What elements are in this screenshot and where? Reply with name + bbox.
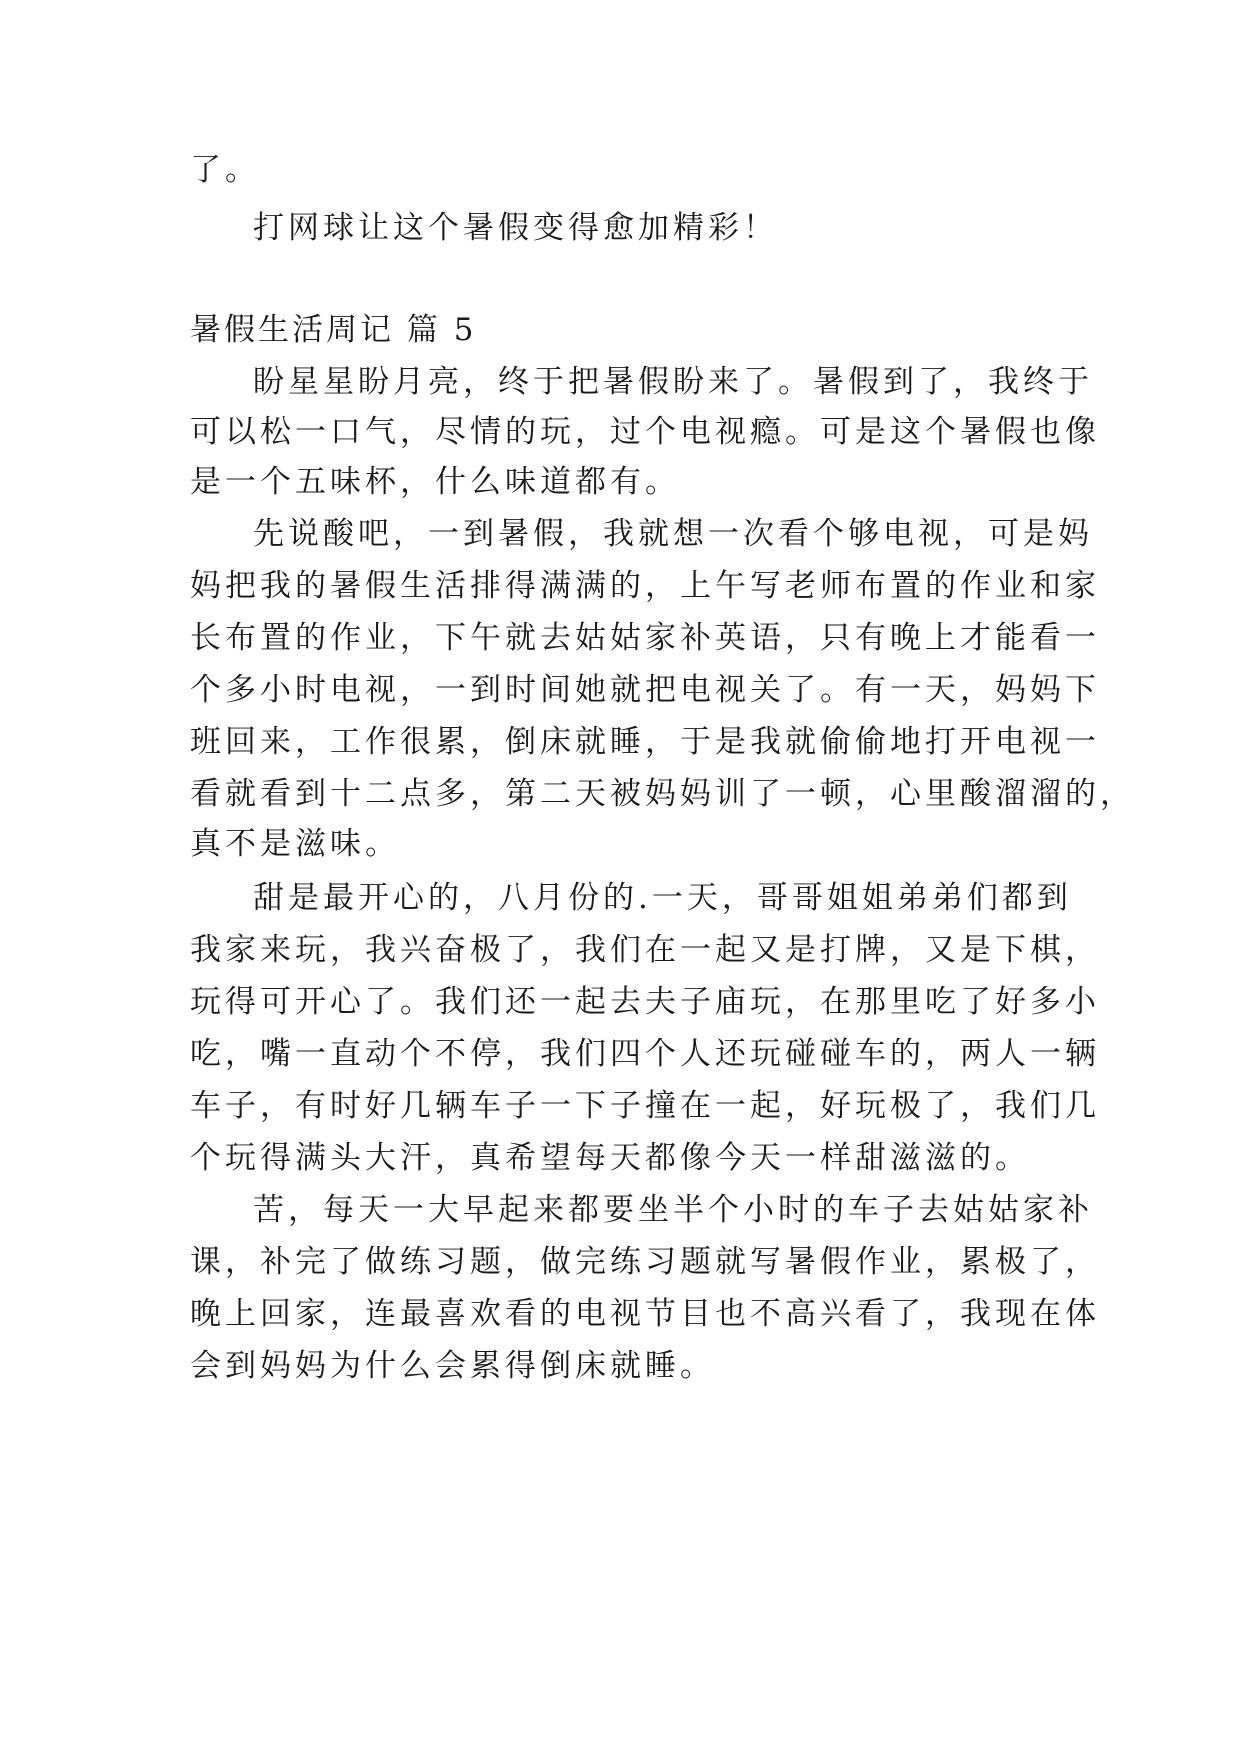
paragraph-line: 真不是滋味。	[190, 826, 400, 862]
paragraph-line: 晚上回家，连最喜欢看的电视节目也不高兴看了，我现在体	[190, 1296, 1100, 1332]
paragraph-line: 苦，每天一大早起来都要坐半个小时的车子去姑姑家补	[253, 1192, 1093, 1228]
paragraph-line: 妈把我的暑假生活排得满满的，上午写老师布置的作业和家	[190, 568, 1100, 604]
paragraph-line: 可以松一口气，尽情的玩，过个电视瘾。可是这个暑假也像	[190, 414, 1100, 450]
paragraph-line: 是一个五味杯，什么味道都有。	[190, 464, 680, 500]
paragraph-line: 长布置的作业，下午就去姑姑家补英语，只有晚上才能看一	[190, 620, 1100, 656]
paragraph-line: 会到妈妈为什么会累得倒床就睡。	[190, 1348, 715, 1384]
paragraph-line: 看就看到十二点多，第二天被妈妈训了一顿，心里酸溜溜的，	[190, 776, 1135, 812]
paragraph-line: 班回来，工作很累，倒床就睡，于是我就偷偷地打开电视一	[190, 724, 1100, 760]
continuation-text-line: 了。	[190, 152, 260, 188]
paragraph-line: 个多小时电视，一到时间她就把电视关了。有一天，妈妈下	[190, 672, 1100, 708]
paragraph-line: 甜是最开心的，八月份的.一天，哥哥姐姐弟弟们都到	[253, 880, 1072, 916]
paragraph-line: 先说酸吧，一到暑假，我就想一次看个够电视，可是妈	[253, 516, 1093, 552]
paragraph-line: 车子，有时好几辆车子一下子撞在一起，好玩极了，我们几	[190, 1088, 1100, 1124]
paragraph-line: 玩得可开心了。我们还一起去夫子庙玩，在那里吃了好多小	[190, 984, 1100, 1020]
closing-paragraph-line: 打网球让这个暑假变得愈加精彩！	[253, 210, 778, 246]
paragraph-line: 课，补完了做练习题，做完练习题就写暑假作业，累极了，	[190, 1244, 1100, 1280]
paragraph-line: 吃，嘴一直动个不停，我们四个人还玩碰碰车的，两人一辆	[190, 1036, 1100, 1072]
section-heading: 暑假生活周记 篇 5	[190, 312, 477, 348]
paragraph-line: 个玩得满头大汗，真希望每天都像今天一样甜滋滋的。	[190, 1140, 1030, 1176]
paragraph-line: 盼星星盼月亮，终于把暑假盼来了。暑假到了，我终于	[253, 364, 1093, 400]
paragraph-line: 我家来玩，我兴奋极了，我们在一起又是打牌，又是下棋，	[190, 932, 1100, 968]
